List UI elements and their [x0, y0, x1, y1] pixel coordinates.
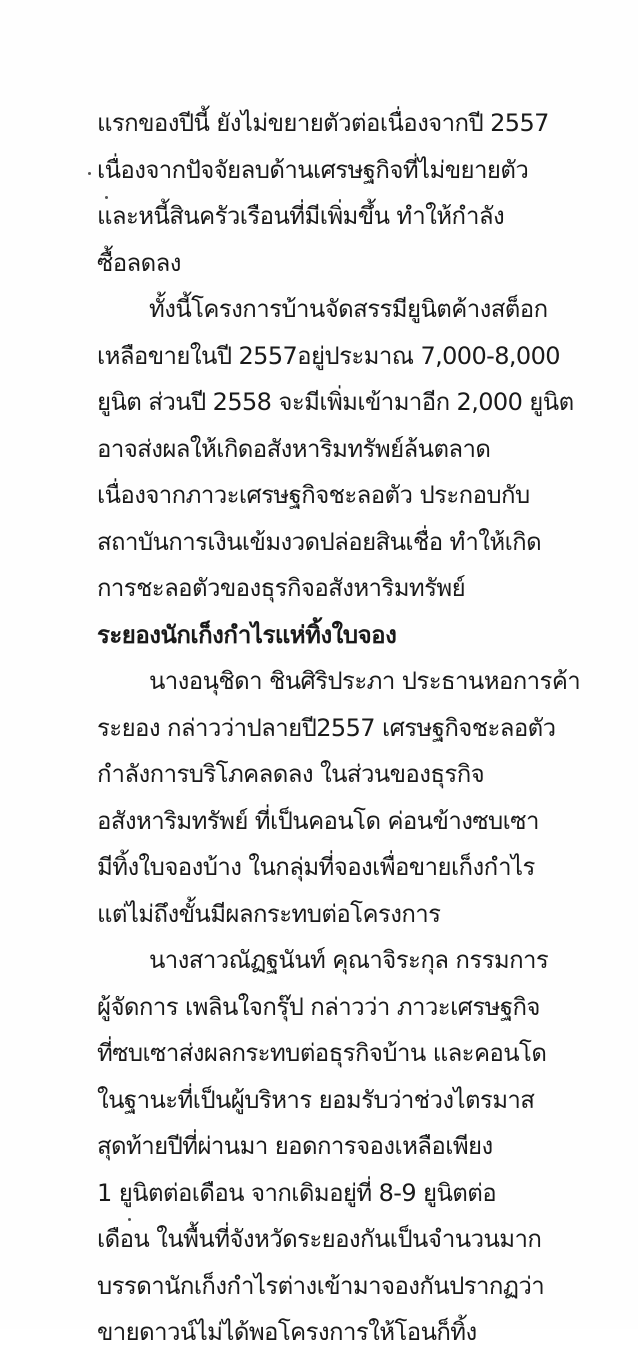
scan-speck — [128, 1218, 131, 1221]
article-line: แรกของปีนี้ ยังไม่ขยายตัวต่อเนื่องจากปี 2557 — [97, 109, 549, 137]
article-line: สถาบันการเงินเข้มงวดปล่อยสินเชื่อ ทำให้เกิด — [97, 527, 542, 556]
article-line: 1 ยูนิตต่อเดือน จากเดิมอยู่ที่ 8-9 ยูนิตต่อ — [97, 1178, 497, 1207]
article-line: ในฐานะที่เป็นผู้บริหาร ยอมรับว่าช่วงไตรมาส — [97, 1085, 535, 1114]
article-line: เหลือขายในปี 2557อยู่ประมาณ 7,000-8,000 — [97, 341, 560, 370]
article-line: เนื่องจากปัจจัยลบด้านเศรษฐกิจที่ไม่ขยายตัว — [97, 155, 529, 184]
article-line: เดือน ในพื้นที่จังหวัดระยองกันเป็นจำนวนมาก — [97, 1225, 542, 1253]
article-line: และหนี้สินครัวเรือนที่มีเพิ่มขึ้น ทำให้กำลัง — [97, 202, 505, 230]
scan-speck — [88, 172, 91, 175]
section-subheading: ระยองนักเก็งกำไรแห่ทิ้งใบจอง — [97, 620, 397, 649]
article-line: การชะลอตัวของธุรกิจอสังหาริมทรัพย์ — [97, 574, 466, 602]
paragraph-first-line: นางสาวณัฏฐนันท์ คุณาจิระกุล กรรมการ — [149, 946, 549, 974]
article-line: อสังหาริมทรัพย์ ที่เป็นคอนโด ค่อนข้างซบเซา — [97, 806, 539, 835]
article-line: ที่ซบเซาส่งผลกระทบต่อธุรกิจบ้าน และคอนโด — [97, 1039, 547, 1067]
article-line: มีทิ้งใบจองบ้าง ในกลุ่มที่จองเพื่อขายเก็งกำไร — [97, 853, 535, 881]
article-line: บรรดานักเก็งกำไรต่างเข้ามาจองกันปรากฏว่า — [97, 1271, 545, 1300]
article-line: สุดท้ายปีที่ผ่านมา ยอดการจองเหลือเพียง — [97, 1132, 493, 1160]
article-line: อาจส่งผลให้เกิดอสังหาริมทรัพย์ล้นตลาด — [97, 434, 491, 463]
article-line: เนื่องจากภาวะเศรษฐกิจชะลอตัว ประกอบกับ — [97, 481, 530, 509]
article-line: ยูนิต ส่วนปี 2558 จะมีเพิ่มเข้ามาอีก 2,000 ยูนิต — [97, 388, 574, 416]
article-line: กำลังการบริโภคลดลง ในส่วนของธุรกิจ — [97, 760, 485, 788]
paragraph-first-line: ทั้งนี้โครงการบ้านจัดสรรมียูนิตค้างสต็อก — [149, 295, 548, 323]
article-column — [97, 100, 581, 1356]
paragraph-first-line: นางอนุชิดา ชินศิริประภา ประธานหอการค้า — [149, 667, 581, 695]
article-line: ผู้จัดการ เพลินใจกรุ๊ป กล่าวว่า ภาวะเศรษฐกิจ — [97, 992, 540, 1021]
article-line: แต่ไม่ถึงขั้นมีผลกระทบต่อโครงการ — [97, 899, 441, 928]
article-line: ขายดาวน์ไม่ได้พอโครงการให้โอนก็ทิ้ง — [97, 1318, 477, 1346]
scan-speck — [105, 196, 108, 199]
article-line: ซื้อลดลง — [97, 248, 181, 277]
article-line: ระยอง กล่าวว่าปลายปี2557 เศรษฐกิจชะลอตัว — [97, 713, 556, 742]
